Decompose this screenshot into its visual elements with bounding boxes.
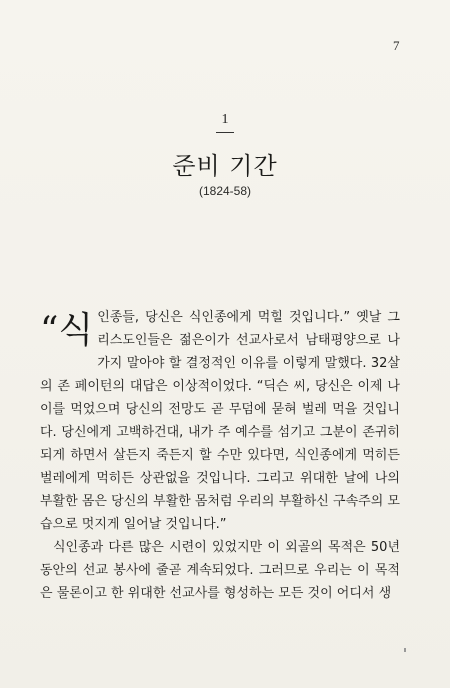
paragraph-1	[40, 306, 400, 536]
page-speck	[404, 648, 406, 652]
chapter-title: 준비 기간	[172, 152, 278, 180]
chapter-number-underline	[216, 132, 234, 133]
paragraph-2: 식인종과 다른 많은 시련이 있었지만 이 외골의 목적은 50년 동안의 선교 봉사에 줄곧 계속되었다. 그러므로 우리는 이 목적은 물론이고 한 위대한 선교사를 형성하는 모든 것이 어디서 생	[40, 540, 400, 601]
drop-cap: “식	[40, 310, 94, 351]
chapter-years: (1824-58)	[198, 184, 252, 198]
body-text	[40, 306, 400, 605]
chapter-number-text: 1	[221, 112, 229, 127]
paragraph-1-text: 인종들, 당신은 식인종에게 먹힐 것입니다.” 옛날 그리스도인들은 젊은이가 선교사로서 남태평양으로 나가지 말아야 할 결정적인 이유를 이렇게 말했다. 32살의 존 페이턴의 대답은 이상적이었다. “딕슨 씨, 당신은 이제 나이를 먹었으며 당신의 전망도 곧 무덤에 묻혀 벌레 먹을 것입니다. 당신에게 고백하건대, 내가 주 예수를 섬기고 그분이 존귀히 되게 하면서 살든지 죽든지 할 수만 있다면, 식인종에게 먹히든 벌레에게 먹히든 상관없을 것입니다. 그리고 위대한 날에 나의 부활한 몸은 당신의 부활한 몸처럼 우리의 부활하신 구속주의 모습으로 멋지게 일어날 것입니다.”	[40, 310, 400, 532]
chapter-number	[0, 112, 450, 133]
page-number: 7	[393, 38, 400, 53]
